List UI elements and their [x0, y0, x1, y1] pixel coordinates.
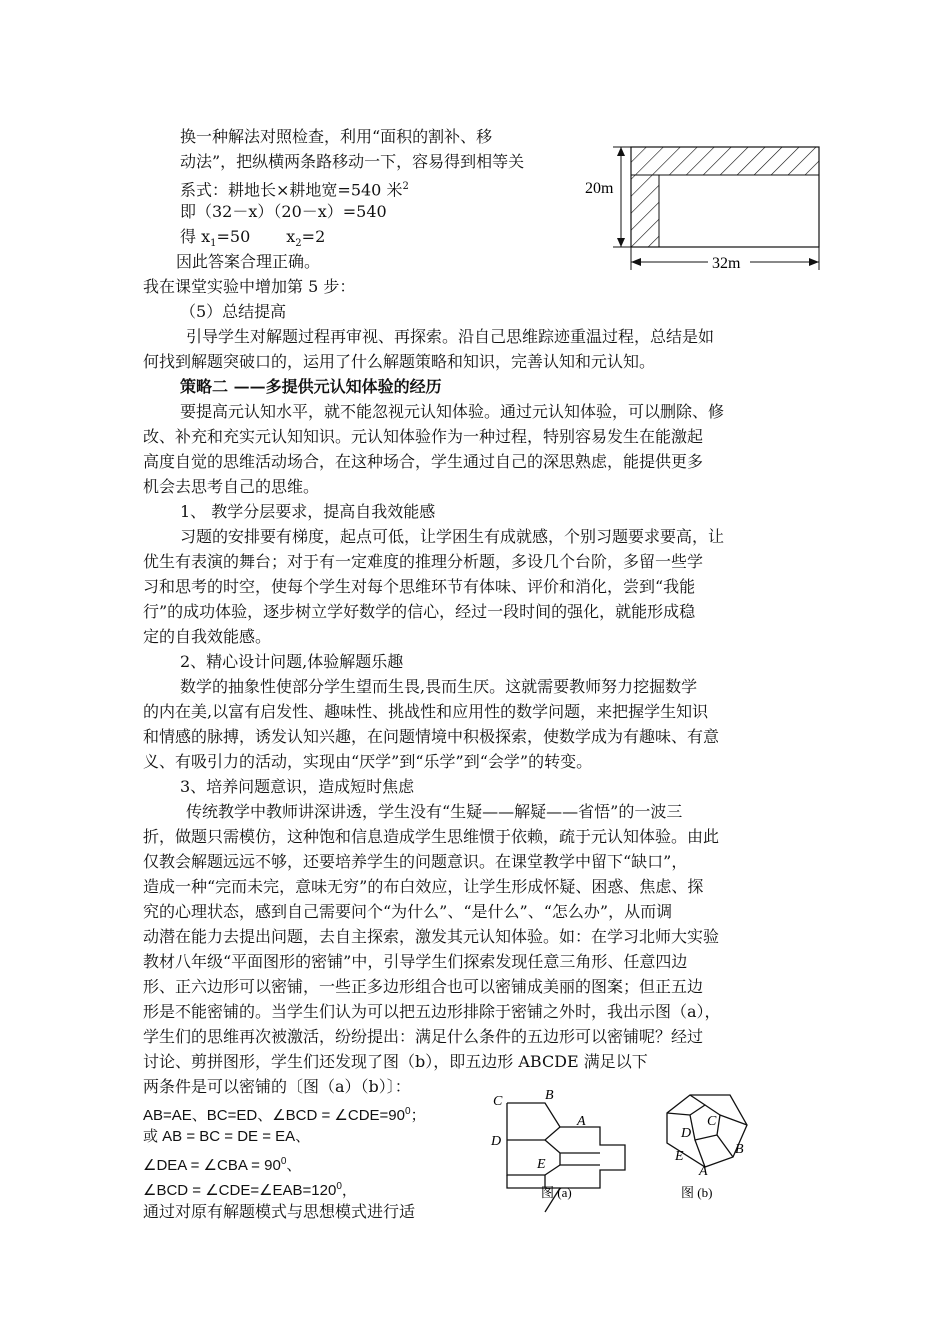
paragraph-line: 传统教学中教师讲深讲透，学生没有“生疑——解疑——省悟”的一波三: [186, 802, 683, 821]
paragraph-line: 究的心理状态，感到自己需要问个“为什么”、“是什么”、“怎么办”，从而调: [143, 902, 673, 921]
figure-a-pentagon-tiling: [485, 1085, 655, 1205]
condition-line: ∠DEA = ∠CBA = $90^0$、: [143, 1156, 302, 1174]
text-line: 因此答案合理正确。: [176, 252, 321, 271]
paragraph-line: 高度自觉的思维活动场合，在这种场合，学生通过自己的深思熟虑，能提供更多: [143, 452, 704, 471]
paragraph-line: 优生有表演的舞台；对于有一定难度的推理分析题，多设几个台阶，多留一些学: [143, 552, 704, 571]
paragraph-line: 引导学生对解题过程再审视、再探索。沿自己思维踪迹重温过程，总结是如: [186, 327, 715, 346]
section-heading: 2、精心设计问题,体验解题乐趣: [180, 652, 404, 671]
condition-line: ∠BCD = $\angle CDE=\angle EAB=120^0$，: [143, 1181, 357, 1199]
section-heading: （5）总结提高: [180, 302, 287, 321]
solution-line: 得 $x_1=50$ $x_2=2$: [180, 227, 326, 250]
paragraph-line: 动潜在能力去提出问题，去自主探索，激发其元认知体验。如：在学习北师大实验: [143, 927, 720, 946]
paragraph-line: 数学的抽象性使部分学生望而生畏,畏而生厌。这就需要教师努力挖掘数学: [180, 677, 698, 696]
label-D: D: [491, 1134, 502, 1149]
label-B: B: [545, 1088, 554, 1103]
horizontal-road: [631, 147, 819, 175]
paragraph-line: 和情感的脉搏，诱发认知兴趣，在问题情境中积极探索，使数学成为有趣味、有意: [143, 727, 720, 746]
paragraph-line: 定的自我效能感。: [143, 627, 272, 646]
label-E: E: [537, 1157, 546, 1172]
caption-b: 图 (b): [681, 1185, 713, 1200]
figure-b-pentagon-rosette: [655, 1085, 775, 1205]
text-line: 通过对原有解题模式与思想模式进行适: [143, 1202, 416, 1221]
paragraph-line: 教材八年级“平面图形的密铺”中，引导学生们探索发现任意三角形、任意四边: [143, 952, 688, 971]
paragraph-line: 的内在美,以富有启发性、趣味性、挑战性和应用性的数学问题，来把握学生知识: [143, 702, 709, 721]
label-32m: 32m: [712, 255, 741, 272]
label-A: A: [577, 1114, 586, 1129]
paragraph-line: 习题的安排要有梯度，起点可低，让学困生有成就感，个别习题要求要高，让: [180, 527, 725, 546]
paragraph-line: 造成一种“完而未完，意味无穷”的布白效应，让学生形成怀疑、困惑、焦虑、探: [143, 877, 704, 896]
paragraph-line: 折，做题只需模仿，这种饱和信息造成学生思维惯于依赖，疏于元认知体验。由此: [143, 827, 720, 846]
paragraph-line: 习和思考的时空，使每个学生对每个思维环节有体味、评价和消化，尝到“我能: [143, 577, 696, 596]
paragraph-line: 何找到解题突破口的，运用了什么解题策略和知识，完善认知和元认知。: [143, 352, 656, 371]
paragraph-line: 行”的成功体验，逐步树立学好数学的信心，经过一段时间的强化，就能形成稳: [143, 602, 696, 621]
text-line: 换一种解法对照检查，利用“面积的割补、移: [180, 127, 493, 146]
paragraph-line: 机会去思考自己的思维。: [143, 477, 320, 496]
vertical-road: [631, 175, 659, 247]
label-C: C: [707, 1114, 717, 1129]
text-line: 两条件是可以密铺的〔图（a）（b）〕：: [143, 1077, 411, 1096]
condition-line: 或 AB = BC = DE = EA、: [143, 1128, 311, 1145]
paragraph-line: 形、正六边形可以密铺，一些正多边形组合也可以密铺成美丽的图案；但正五边: [143, 977, 704, 996]
strategy-heading: 策略二 ——多提供元认知体验的经历: [180, 377, 442, 396]
text-line: 即（32－x）（20－x）=540: [180, 202, 387, 221]
section-heading: 3、培养问题意识，造成短时焦虑: [180, 777, 415, 796]
label-D: D: [681, 1126, 692, 1141]
caption-a: 图 (a): [541, 1185, 572, 1200]
label-20m: 20m: [585, 180, 614, 197]
condition-line: AB=AE、BC=ED、∠BCD = $\angle CDE=90^0$；: [143, 1106, 426, 1124]
farmland-diagram: [585, 140, 825, 275]
label-C: C: [493, 1094, 503, 1109]
label-A: A: [699, 1164, 708, 1179]
text-line: 我在课堂实验中增加第 5 步：: [143, 277, 356, 296]
paragraph-line: 仅教会解题远远不够，还要培养学生的问题意识。在课堂教学中留下“缺口”，: [143, 852, 688, 871]
paragraph-line: 改、补充和充实元认知知识。元认知体验作为一种过程，特别容易发生在能激起: [143, 427, 704, 446]
paragraph-line: 义、有吸引力的活动，实现由“厌学”到“乐学”到“会学”的转变。: [143, 752, 593, 771]
label-B: B: [735, 1142, 744, 1157]
section-heading: 1、 教学分层要求，提高自我效能感: [180, 502, 436, 521]
paragraph-line: 讨论、剪拼图形，学生们还发现了图（b），即五边形 ABCDE 满足以下: [143, 1052, 648, 1071]
label-E: E: [675, 1149, 684, 1164]
text-line: 系式：耕地长×耕地宽=540 米$^2$: [180, 180, 409, 200]
paragraph-line: 形是不能密铺的。当学生们认为可以把五边形排除于密铺之外时，我出示图（a），: [143, 1002, 721, 1021]
text-line: 动法”，把纵横两条路移动一下，容易得到相等关: [180, 152, 525, 171]
paragraph-line: 要提高元认知水平，就不能忽视元认知体验。通过元认知体验，可以删除、修: [180, 402, 725, 421]
paragraph-line: 学生们的思维再次被激活，纷纷提出：满足什么条件的五边形可以密铺呢？经过: [143, 1027, 704, 1046]
